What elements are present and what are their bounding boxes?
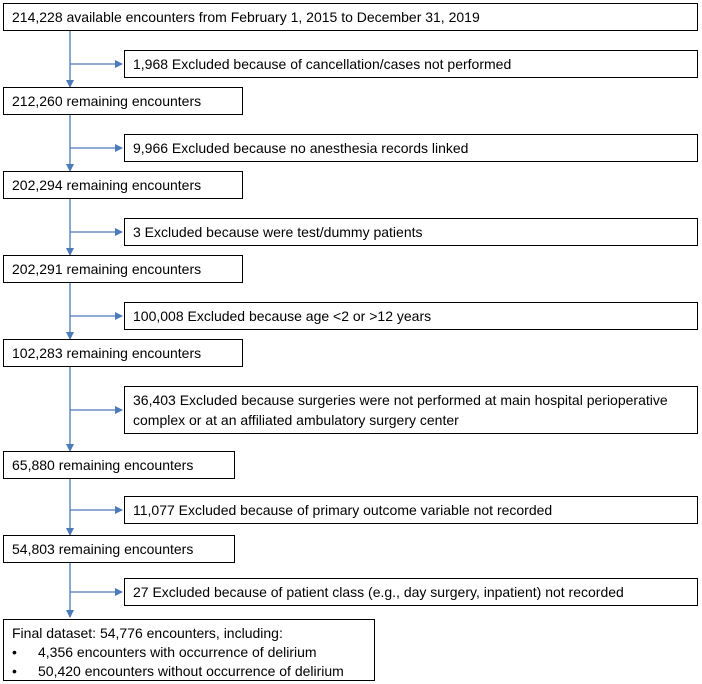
final-bullet-1 [12, 643, 366, 662]
excluded-text-4: 100,008 Excluded because age <2 or >12 years [133, 308, 432, 324]
remaining-box-6 [3, 451, 235, 479]
remaining-text-6: 65,880 remaining encounters [12, 457, 194, 473]
excluded-text-2: 9,966 Excluded because no anesthesia records linked [133, 140, 469, 156]
final-dataset-box [3, 619, 375, 681]
remaining-text-3: 202,294 remaining encounters [12, 177, 202, 193]
excluded-box-1 [124, 50, 698, 78]
final-heading: Final dataset: 54,776 encounters, including: [12, 625, 283, 641]
excluded-box-3 [124, 218, 698, 246]
excluded-box-7 [124, 578, 698, 606]
excluded-text-5-line-2: complex or at an affiliated ambulatory surgery center [133, 412, 459, 428]
remaining-text-5: 102,283 remaining encounters [12, 345, 202, 361]
excluded-box-6 [124, 496, 698, 524]
remaining-box-4 [3, 255, 243, 283]
remaining-box-2 [3, 87, 243, 115]
final-bullet-2 [12, 662, 366, 681]
remaining-text-4: 202,291 remaining encounters [12, 261, 202, 277]
final-bullet-1-text: 4,356 encounters with occurrence of delirium [38, 644, 317, 660]
bullet-marker-2: • [12, 663, 17, 679]
excluded-text-6: 11,077 Excluded because of primary outcome variable not recorded [133, 502, 553, 518]
final-bullet-2-text: 50,420 encounters without occurrence of delirium [38, 663, 344, 679]
remaining-text-2: 212,260 remaining encounters [12, 93, 202, 109]
excluded-box-4 [124, 302, 698, 330]
excluded-box-5 [124, 386, 698, 434]
remaining-text-7: 54,803 remaining encounters [12, 541, 194, 557]
bullet-marker-1: • [12, 644, 17, 660]
remaining-box-3 [3, 171, 243, 199]
excluded-box-2 [124, 134, 698, 162]
excluded-text-5-line-1: 36,403 Excluded because surgeries were not performed at main hospital perioperative [133, 392, 668, 408]
excluded-text-3: 3 Excluded because were test/dummy patients [133, 224, 423, 240]
remaining-text-1: 214,228 available encounters from February 1, 2015 to December 31, 2019 [12, 9, 480, 25]
excluded-text-1: 1,968 Excluded because of cancellation/cases not performed [133, 56, 512, 72]
remaining-box-1 [3, 3, 698, 31]
remaining-box-5 [3, 339, 243, 367]
remaining-box-7 [3, 535, 235, 563]
excluded-text-7: 27 Excluded because of patient class (e.g., day surgery, inpatient) not recorded [133, 584, 624, 600]
